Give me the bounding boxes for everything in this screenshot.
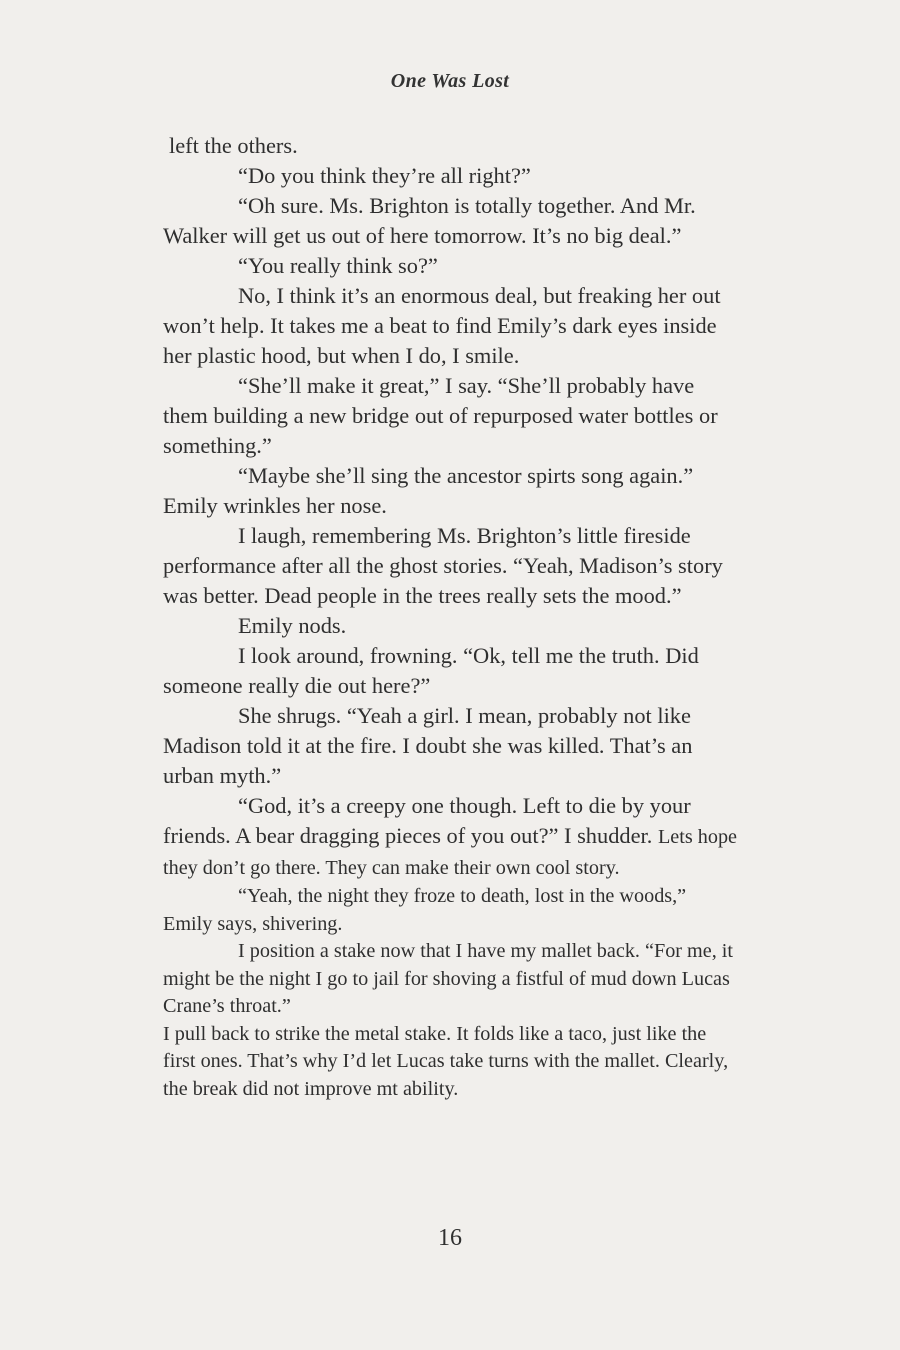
paragraph: “She’ll make it great,” I say. “She’ll probably have them building a new bridge out of repurposed water bottles or something.” (163, 373, 718, 458)
paragraph: I position a stake now that I have my mallet back. “For me, it might be the night I go to jail for shoving a fistful of mud down Lucas Crane’s throat.” (163, 940, 734, 1017)
running-title: One Was Lost (390, 70, 510, 92)
paragraph: I look around, frowning. “Ok, tell me the truth. Did someone really die out here?” (163, 643, 699, 698)
paragraph: I laugh, remembering Ms. Brighton’s little fireside performance after all the ghost stories. “Yeah, Madison’s story was better. Dead people in the trees really sets the mood.” (163, 523, 723, 608)
paragraph-main-text: “God, it’s a creepy one though. Left to die by your friends. A bear dragging pieces of you out?” I shudder. (163, 793, 691, 848)
paragraph-continuation: left the others. (169, 133, 298, 158)
paragraph-small-text: Lets hope they don’t go there. They can make their own cool story. (163, 826, 738, 879)
paragraph: “You really think so?” (238, 253, 438, 278)
paragraph: “Oh sure. Ms. Brighton is totally together. And Mr. Walker will get us out of here tomorrow. It’s no big deal.” (163, 193, 696, 248)
paragraph: She shrugs. “Yeah a girl. I mean, probably not like Madison told it at the fire. I doubt she was killed. That’s an urban myth.” (163, 703, 693, 788)
page-number: 16 (438, 1225, 462, 1251)
paragraph: “Maybe she’ll sing the ancestor spirts song again.” Emily wrinkles her nose. (163, 463, 694, 518)
paragraph: “Yeah, the night they froze to death, lost in the woods,” Emily says, shivering. (163, 885, 687, 935)
paragraph: No, I think it’s an enormous deal, but freaking her out won’t help. It takes me a beat to find Emily’s dark eyes inside her plastic hood, but when I do, I smile. (163, 283, 721, 368)
paragraph: Emily nods. (238, 613, 347, 638)
body-text (163, 131, 739, 1103)
paragraph: “Do you think they’re all right?” (238, 163, 531, 188)
paragraph (163, 791, 739, 883)
paragraph: I pull back to strike the metal stake. It folds like a taco, just like the first ones. That’s why I’d let Lucas take turns with the mallet. Clearly, the break did not improve mt ability. (163, 1022, 729, 1100)
